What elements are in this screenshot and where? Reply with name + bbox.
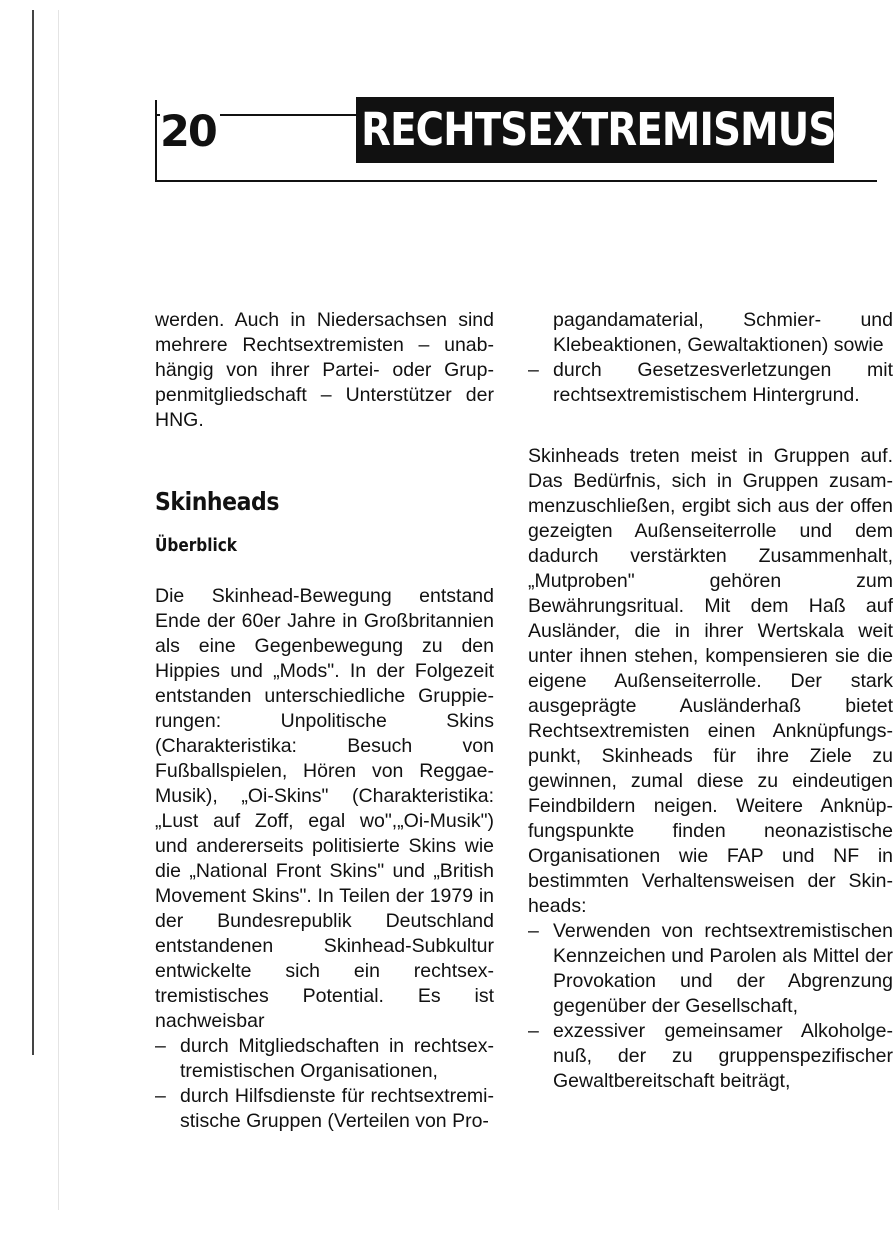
list-item-text: durch Hilfsdienste für rechtsextremistische Gruppen (Verteilen von Pro- [180, 1085, 494, 1132]
body-paragraph: Die Skinhead-Bewegung entstand Ende der 60er Jahre in Großbritannien als eine Gegenbewegung zu den Hippies und „Mods". In der Folgezeit entstanden unterschiedliche Gruppierungen: Unpolitische Skins (Charakteristika: Besuch von Fußballspielen, Hören von Reggae-Musik), „Oi-Skins" (Charakteristika: „Lust auf Zoff, egal wo",„Oi-Musik") und andererseits politisierte Skins wie die „National Front Skins" und „British Movement Skins". In Teilen der 1979 in der Bundesrepublik Deutschland entstandenen Skinhead-Subkultur entwickelte sich ein rechtsextremistisches Potential. Es ist nachweisbar [155, 585, 494, 1032]
body-paragraph: Skinheads treten meist in Gruppen auf. Das Bedürfnis, sich in Gruppen zusammenzuschließen, ergibt sich aus der offen gezeigten Außenseiterrolle und dem dadurch verstärkten Zusammenhalt, „Mutproben" gehören zum Bewährungsritual. Mit dem Haß auf Ausländer, die in ihrer Wertskala weit unter ihnen stehen, kompensieren sie die eigene Außenseiterrolle. Der stark ausgeprägte Ausländerhaß bietet Rechtsextremisten einen Anknüpfungspunkt, Skinheads für ihre Ziele zu gewinnen, zumal diese zu eindeutigen Feindbildern neigen. Weitere Anknüpfungspunkte finden neonazistische Organisationen wie FAP und NF in bestimmten Verhaltensweisen der Skinheads: [528, 445, 893, 917]
dash-mark: – [155, 1035, 166, 1057]
list-item [528, 919, 893, 1019]
list-item-text: Verwenden von rechtsextremistischen Kennzeichen und Parolen als Mittel der Provokation und der Abgrenzung gegenüber der Gesellschaft, [553, 920, 893, 1017]
page-number: 20 [160, 104, 220, 160]
list-item [528, 358, 893, 408]
list-item [155, 1034, 494, 1084]
binding-line [32, 10, 34, 1055]
left-column [155, 308, 494, 1134]
section-title: Skinheads [155, 487, 279, 516]
section-banner [356, 97, 834, 163]
continued-list-text: pagandamaterial, Schmier- und Klebeaktionen, Gewaltaktionen) sowie [553, 309, 893, 356]
binding-faint-line [58, 10, 59, 1210]
section-banner-title: RECHTSEXTREMISMUS [361, 103, 836, 156]
bullet-list [155, 1034, 494, 1134]
list-item [528, 1019, 893, 1094]
dash-mark: – [528, 1020, 539, 1042]
intro-paragraph: werden. Auch in Niedersachsen sind mehrere Rechtsextremisten – unabhängig von ihrer Partei- oder Gruppenmitgliedschaft – Unterstützer der HNG. [155, 309, 494, 431]
dash-mark: – [155, 1085, 166, 1107]
list-item-text: durch Mitgliedschaften in rechtsextremistischen Organisationen, [180, 1035, 494, 1082]
list-item-text: exzessiver gemeinsamer Alkoholgenuß, der zu gruppenspezifischer Gewaltbereitschaft beiträgt, [553, 1020, 893, 1092]
list-item [155, 1084, 494, 1134]
dash-mark: – [528, 920, 539, 942]
dash-mark: – [528, 359, 539, 381]
subsection-title: Überblick [155, 535, 237, 556]
bullet-list [528, 358, 893, 408]
list-item-text: durch Gesetzesverletzungen mit rechtsextremistischem Hintergrund. [553, 359, 893, 406]
bullet-list [528, 919, 893, 1094]
right-column [528, 308, 893, 1094]
